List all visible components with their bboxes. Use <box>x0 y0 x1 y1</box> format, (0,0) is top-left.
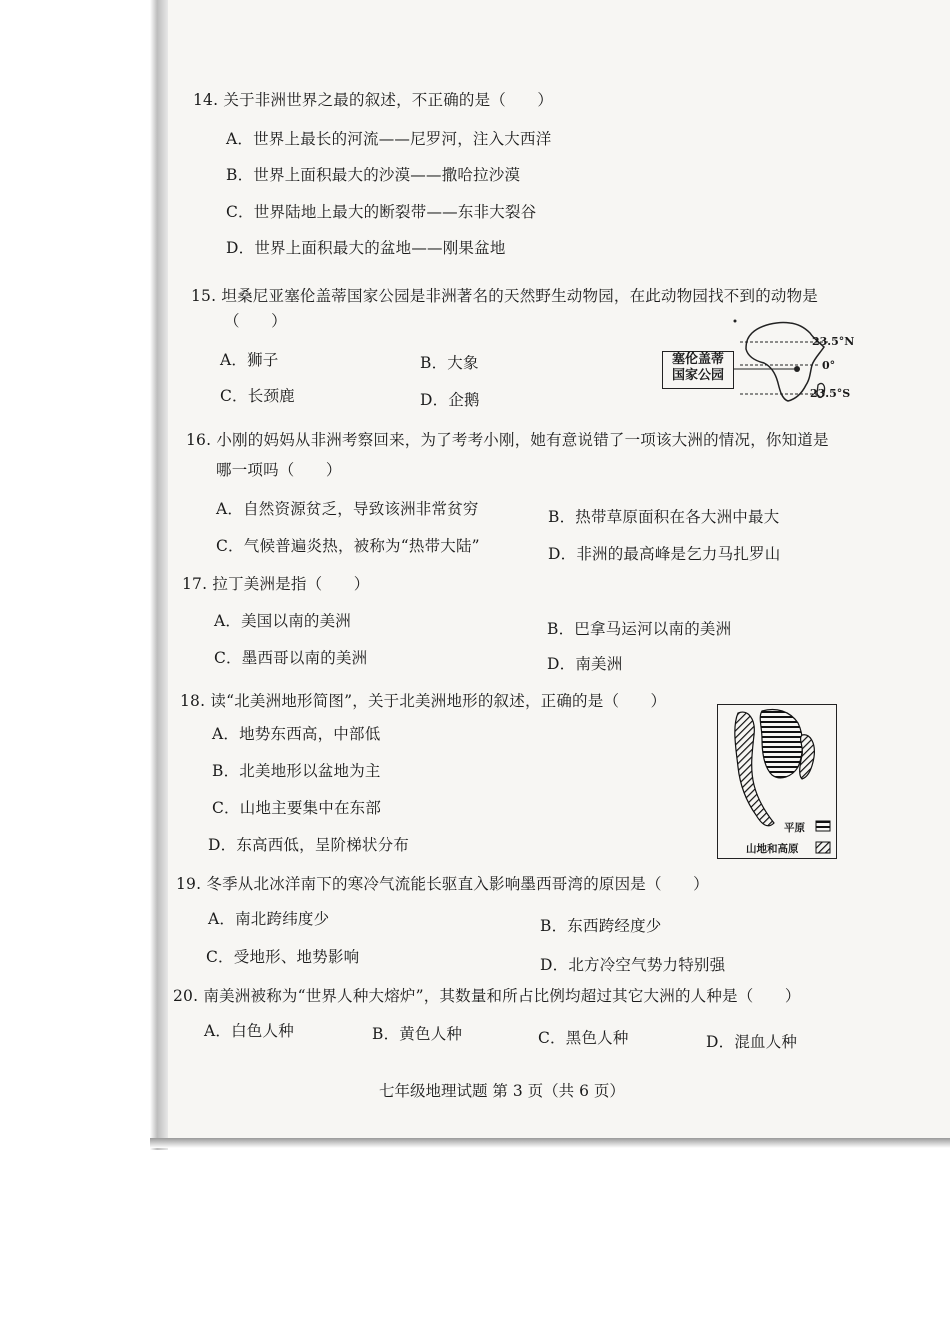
q19-option-a: A．南北跨纬度少 <box>208 910 330 928</box>
q16-option-a: A．自然资源贫乏，导致该洲非常贫穷 <box>216 500 479 518</box>
question-20-stem <box>173 984 801 1006</box>
q18-option-a: A．地势东西高，中部低 <box>212 725 381 743</box>
question-18-stem <box>180 689 666 711</box>
north-america-map <box>718 705 836 858</box>
q14-option-d: D．世界上面积最大的盆地——刚果盆地 <box>226 239 506 257</box>
q15-option-a: A．狮子 <box>220 351 279 369</box>
africa-map-figure <box>660 315 870 410</box>
q20-option-b: B．黄色人种 <box>372 1025 463 1043</box>
page-footer: 七年级地理试题 第 3 页（共 6 页） <box>379 1082 625 1100</box>
q19-option-d: D．北方冷空气势力特别强 <box>540 956 726 974</box>
equator-label: 0° <box>822 359 836 372</box>
question-text: 关于非洲世界之最的叙述，不正确的是（ ） <box>223 91 554 109</box>
q20-option-c: C．黑色人种 <box>538 1029 629 1047</box>
q16-stem-continued: 哪一项吗（ ） <box>216 461 342 479</box>
q14-option-c: C．世界陆地上最大的断裂带——东非大裂谷 <box>226 203 537 221</box>
q18-option-b: B．北美地形以盆地为主 <box>212 762 381 780</box>
question-15-stem <box>191 284 818 306</box>
latitude-north-label: 23.5°N <box>812 335 855 348</box>
q17-option-d: D．南美洲 <box>547 655 623 673</box>
question-number: 20. <box>173 987 199 1005</box>
q15-option-d: D．企鹅 <box>420 391 480 409</box>
q18-option-c: C．山地主要集中在东部 <box>212 799 382 817</box>
q19-option-c: C．受地形、地势影响 <box>206 948 360 966</box>
question-text: 冬季从北冰洋南下的寒冷气流能长驱直入影响墨西哥湾的原因是（ ） <box>206 875 709 893</box>
legend-plain-swatch <box>816 821 830 831</box>
q16-option-b: B．热带草原面积在各大洲中最大 <box>548 508 780 526</box>
q15-option-b: B．大象 <box>420 354 479 372</box>
question-text: 南美洲被称为“世界人种大熔炉”，其数量和所占比例均超过其它大洲的人种是（ ） <box>203 987 801 1005</box>
question-number: 15. <box>191 287 217 305</box>
q17-option-b: B．巴拿马运河以南的美洲 <box>547 620 732 638</box>
question-text: 拉丁美洲是指（ ） <box>212 575 370 593</box>
legend-mountain-swatch <box>816 842 830 853</box>
scan-dot <box>734 320 737 323</box>
q18-option-d: D．东高西低，呈阶梯状分布 <box>208 836 410 854</box>
question-text: 坦桑尼亚塞伦盖蒂国家公园是非洲著名的天然野生动物园，在此动物园找不到的动物是 <box>221 287 819 305</box>
q20-option-a: A．白色人种 <box>204 1022 294 1040</box>
question-number: 19. <box>176 875 202 893</box>
park-label-line2: 国家公园 <box>671 368 724 383</box>
question-17-stem <box>182 572 369 594</box>
park-label-line1: 塞伦盖蒂 <box>671 352 724 367</box>
question-number: 14. <box>193 91 219 109</box>
question-text: 读“北美洲地形简图”，关于北美洲地形的叙述，正确的是（ ） <box>210 692 667 710</box>
q16-option-d: D．非洲的最高峰是乞力马扎罗山 <box>548 545 781 563</box>
question-number: 17. <box>182 575 208 593</box>
park-label-box <box>662 351 734 389</box>
north-america-terrain-figure <box>717 704 837 859</box>
q17-option-c: C．墨西哥以南的美洲 <box>214 649 368 667</box>
legend-plain-label: 平原 <box>784 822 805 834</box>
scan-bottom-edge <box>150 1138 950 1148</box>
q14-option-b: B．世界上面积最大的沙漠——撒哈拉沙漠 <box>226 166 521 184</box>
question-19-stem <box>176 872 709 894</box>
scan-shadow <box>150 0 168 1150</box>
eastern-mountains-region <box>800 735 815 779</box>
central-plains-region <box>760 710 802 778</box>
scan-margin <box>0 0 160 1344</box>
q15-option-c: C．长颈鹿 <box>220 387 295 405</box>
question-14-stem <box>193 88 553 110</box>
q20-option-d: D．混血人种 <box>706 1033 798 1051</box>
park-location-marker <box>794 366 800 372</box>
q14-option-a: A．世界上最长的河流——尼罗河，注入大西洋 <box>226 130 552 148</box>
legend-mountain-label: 山地和高原 <box>746 843 799 855</box>
question-text: 小刚的妈妈从非洲考察回来，为了考考小刚，她有意说错了一项该大洲的情况，你知道是 <box>216 431 829 449</box>
q16-option-c: C．气候普遍炎热，被称为“热带大陆” <box>216 537 480 555</box>
question-number: 16. <box>186 431 212 449</box>
q19-option-b: B．东西跨经度少 <box>540 917 662 935</box>
q15-stem-continued: （ ） <box>224 312 287 330</box>
question-number: 18. <box>180 692 206 710</box>
question-16-stem <box>186 428 829 450</box>
latitude-south-label: 23.5°S <box>810 387 851 400</box>
q17-option-a: A．美国以南的美洲 <box>214 612 351 630</box>
